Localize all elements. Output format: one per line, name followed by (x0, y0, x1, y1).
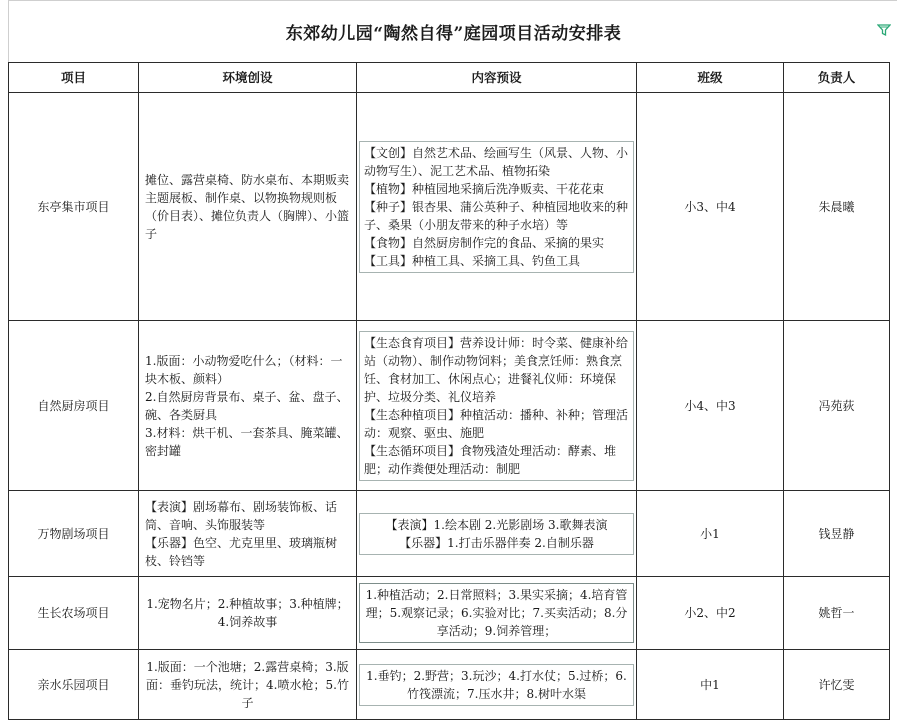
environment-text: 1.版面：小动物爱吃什么；（材料：一块木板、颜料） (145, 353, 343, 386)
environment-text: 摊位、露营桌椅、防水桌布、本期贩卖主题展板、制作桌、以物换物规则板（价目表）、摊位负责人（胸牌）、小篮子 (145, 172, 350, 241)
project-cell[interactable]: 自然厨房项目 (9, 321, 139, 491)
content-box (359, 664, 634, 706)
header-owner[interactable]: 负责人 (784, 63, 890, 93)
content-text: 【种子】银杏果、蒲公英种子、种植园地收来的种子、桑果（小朋友带来的种子水培）等 (364, 199, 629, 232)
class-cell[interactable]: 中1 (637, 650, 784, 720)
content-text: 1.种植活动；2.日常照料；3.果实采摘；4.培育管理；5.观察记录；6.实验对比；7.买卖活动；8.分享活动；9.饲养管理； (365, 588, 628, 638)
owner-cell[interactable]: 朱晨曦 (784, 93, 890, 321)
content-text: 【生态食育项目】营养设计师：时令菜、健康补给站（动物）、制作动物饲料；美食烹饪师：熟食烹饪、食材加工、休闲点心；进餐礼仪师：环境保护、垃圾分类、礼仪培养 (364, 335, 629, 404)
owner-cell[interactable]: 冯苑荻 (784, 321, 890, 491)
activity-table (8, 62, 890, 720)
environment-text: 【表演】剧场幕布、剧场装饰板、话筒、音响、头饰服装等 (145, 499, 338, 532)
content-cell[interactable] (357, 650, 637, 720)
sheet-title[interactable]: 东郊幼儿园“陶然自得”庭园项目活动安排表 (285, 24, 622, 44)
content-text: 【生态循环项目】食物残渣处理活动：酵素、堆肥；动作粪便处理活动：制肥 (364, 443, 617, 476)
content-cell[interactable] (357, 577, 637, 650)
environment-cell[interactable] (139, 321, 357, 491)
content-text: 【食物】自然厨房制作完的食品、采摘的果实 (364, 235, 605, 250)
filter-icon[interactable] (877, 23, 891, 37)
environment-text: 1.版面：一个池塘；2.露营桌椅；3.版面：垂钓玩法，统计；4.喷水枪；5.竹子 (146, 659, 349, 710)
environment-text: 2.自然厨房背景布、桌子、盆、盘子、碗、各类厨具 (145, 389, 349, 422)
content-text: 【工具】种植工具、采摘工具、钓鱼工具 (364, 253, 581, 268)
environment-text: 1.宠物名片；2.种植故事；3.种植牌；4.饲养故事 (146, 597, 349, 629)
content-box (359, 331, 634, 481)
content-cell[interactable] (357, 491, 637, 577)
content-text: 【表演】1.绘本剧 2.光影剧场 3.歌舞表演 (385, 517, 608, 532)
content-text: 【生态种植项目】种植活动：播种、补种；管理活动：观察、驱虫、施肥 (364, 407, 629, 440)
class-cell[interactable]: 小1 (637, 491, 784, 577)
content-cell[interactable] (357, 93, 637, 321)
content-text: 【乐器】1.打击乐器伴奏 2.自制乐器 (399, 535, 594, 550)
header-project[interactable]: 项目 (9, 63, 139, 93)
environment-cell[interactable] (139, 650, 357, 720)
table-row (9, 577, 890, 650)
content-cell[interactable] (357, 321, 637, 491)
header-row (9, 63, 890, 93)
environment-text: 3.材料：烘干机、一套茶具、腌菜罐、密封罐 (145, 425, 349, 458)
class-cell[interactable]: 小3、中4 (637, 93, 784, 321)
header-class[interactable]: 班级 (637, 63, 784, 93)
table-row (9, 650, 890, 720)
content-box (359, 583, 634, 643)
class-cell[interactable]: 小2、中2 (637, 577, 784, 650)
header-content[interactable]: 内容预设 (357, 63, 637, 93)
table-row (9, 93, 890, 321)
content-box (359, 141, 634, 273)
environment-cell[interactable] (139, 491, 357, 577)
owner-cell[interactable]: 姚哲一 (784, 577, 890, 650)
header-environment[interactable]: 环境创设 (139, 63, 357, 93)
environment-cell[interactable] (139, 577, 357, 650)
owner-cell[interactable]: 钱昱静 (784, 491, 890, 577)
environment-text: 【乐器】色空、尤克里里、玻璃瓶树枝、铃铛等 (145, 535, 338, 568)
environment-cell[interactable] (139, 93, 357, 321)
title-row[interactable] (8, 0, 897, 62)
project-cell[interactable]: 万物剧场项目 (9, 491, 139, 577)
project-cell[interactable]: 亲水乐园项目 (9, 650, 139, 720)
content-text: 【文创】自然艺术品、绘画写生（风景、人物、小动物写生）、泥工艺术品、植物拓染 (364, 145, 629, 178)
table-row (9, 491, 890, 577)
owner-cell[interactable]: 许忆雯 (784, 650, 890, 720)
class-cell[interactable]: 小4、中3 (637, 321, 784, 491)
project-cell[interactable]: 生长农场项目 (9, 577, 139, 650)
content-box (359, 513, 634, 555)
content-text: 【植物】种植园地采摘后洗净贩卖、干花花束 (364, 181, 605, 196)
content-text: 1.垂钓；2.野营；3.玩沙；4.打水仗；5.过桥；6.竹筏漂流；7.压水井；8.树叶水渠 (366, 668, 627, 701)
table-row (9, 321, 890, 491)
project-cell[interactable]: 东亭集市项目 (9, 93, 139, 321)
